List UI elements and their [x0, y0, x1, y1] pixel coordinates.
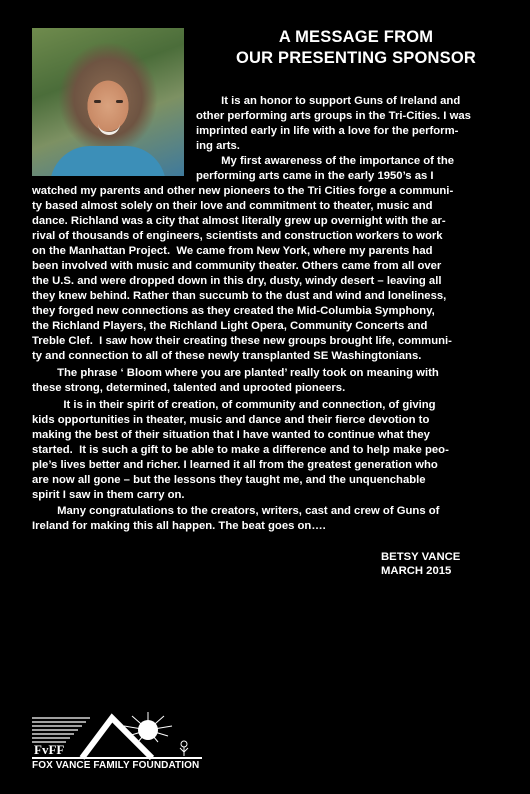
- body-line: Treble Clef. I saw how their creating these new groups brought life, communi-: [32, 335, 452, 347]
- body-line: on the Manhattan Project. We came from New York, where my parents had: [32, 245, 433, 257]
- body-line: the U.S. and were dropped down in this dry, dusty, windy desert – leaving all: [32, 275, 442, 287]
- body-line: Many congratulations to the creators, writers, cast and crew of Guns of: [32, 505, 440, 517]
- page-title-line1: A MESSAGE FROM: [278, 28, 434, 46]
- body-line: watched my parents and other new pioneers to the Tri Cities forge a communi-: [32, 185, 454, 197]
- body-line: they knew behind. Rather than succumb to the dust and wind and loneliness,: [32, 290, 447, 302]
- body-line: Ireland for making this all happen. The beat goes on….: [32, 520, 326, 532]
- body-line: are now all gone – but the lessons they taught me, and the unquenchable: [32, 474, 426, 486]
- body-line: performing arts came in the early 1950’s as I: [196, 170, 434, 182]
- body-line: rival of thousands of engineers, scientists and construction workers to work: [32, 230, 443, 242]
- body-line: these strong, determined, talented and uprooted pioneers.: [32, 382, 346, 394]
- body-line: My first awareness of the importance of the: [196, 155, 455, 167]
- signature-name: BETSY VANCE: [381, 551, 461, 563]
- body-line: spirit I saw in them carry on.: [32, 489, 185, 501]
- photo-eye-left: [94, 100, 101, 103]
- logo-letters: FvFF: [34, 742, 65, 757]
- body-line: making the best of their situation that I have wanted to continue what they: [32, 429, 430, 441]
- body-line: they forged new connections as they created the Mid-Columbia Symphony,: [32, 305, 435, 317]
- body-line: The phrase ‘ Bloom where you are planted’ really took on meaning with: [32, 367, 439, 379]
- body-line: It is in their spirit of creation, of community and connection, of giving: [32, 399, 436, 411]
- foundation-name: FOX VANCE FAMILY FOUNDATION: [32, 760, 200, 771]
- page-title-line2: OUR PRESENTING SPONSOR: [235, 49, 477, 67]
- photo-shirt: [50, 146, 166, 176]
- body-line: the Richland Players, the Richland Light Opera, Community Concerts and: [32, 320, 428, 332]
- body-line: imprinted early in life with a love for the perform-: [196, 125, 459, 137]
- body-line: ing arts.: [196, 140, 240, 152]
- body-line: started. It is such a gift to be able to make a difference and to help make peo-: [32, 444, 449, 456]
- signature-date: MARCH 2015: [381, 565, 452, 577]
- body-line: ty and connection to all of these newly transplanted SE Washingtonians.: [32, 350, 422, 362]
- body-line: kids opportunities in theater, music and dance and their fierce devotion to: [32, 414, 430, 426]
- body-line: ple’s lives better and richer. I learned it all from the greatest generation who: [32, 459, 438, 471]
- body-line: other performing arts groups in the Tri-Cities. I was: [196, 110, 471, 122]
- body-line: ty based almost solely on their love and commitment to theater, music and: [32, 200, 433, 212]
- body-line: been involved with music and community theater. Others came from all over: [32, 260, 442, 272]
- photo-eye-right: [116, 100, 123, 103]
- sponsor-photo: [32, 28, 184, 176]
- photo-smile: [98, 124, 120, 135]
- body-line: It is an honor to support Guns of Ireland and: [196, 95, 461, 107]
- body-line: dance. Richland was a city that almost literally grew up overnight with the ar-: [32, 215, 446, 227]
